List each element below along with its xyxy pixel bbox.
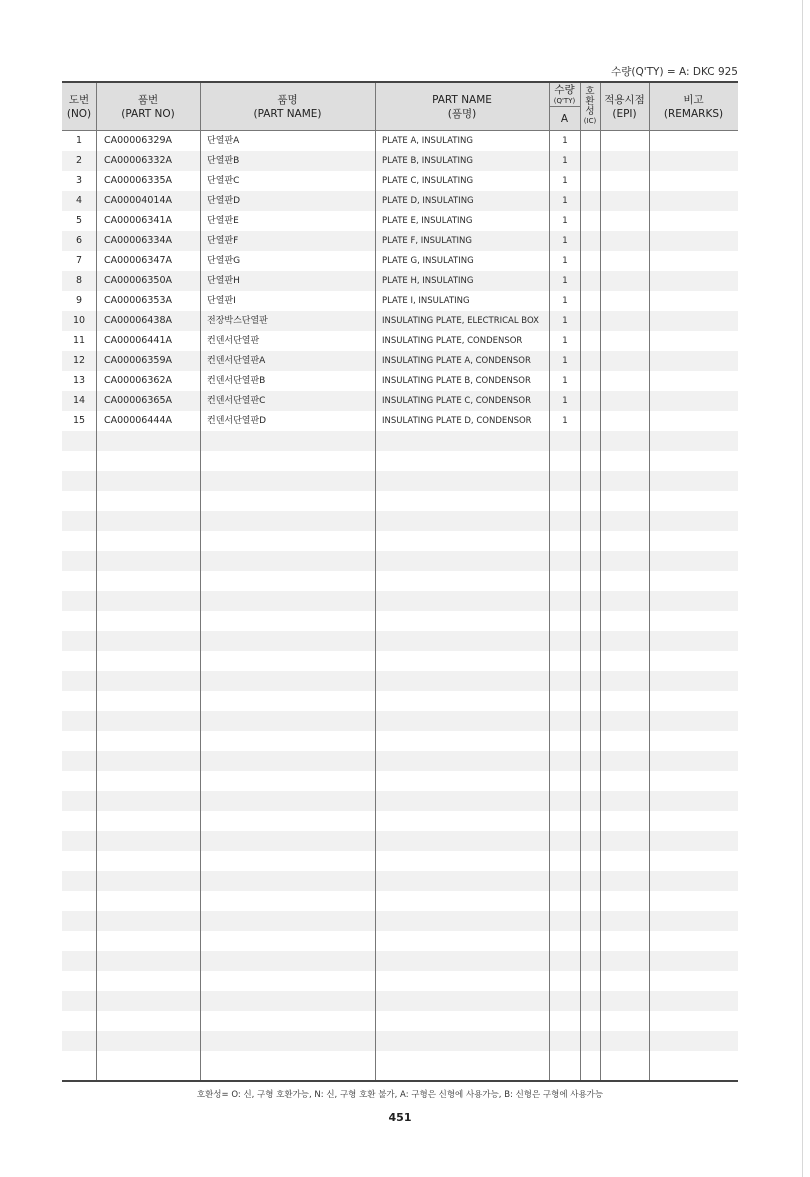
header-ic-1: 호 bbox=[585, 86, 595, 97]
table-row bbox=[62, 371, 738, 391]
row-number: 1 bbox=[75, 135, 83, 146]
part-name-en: PLATE I, INSULATING bbox=[382, 296, 470, 306]
part-name-en: PLATE E, INSULATING bbox=[382, 216, 473, 226]
part-name-en: INSULATING PLATE C, CONDENSOR bbox=[382, 396, 531, 406]
part-name-kr: 전장박스단열판 bbox=[207, 316, 268, 326]
quantity: 1 bbox=[562, 176, 568, 186]
part-name-en: INSULATING PLATE D, CONDENSOR bbox=[382, 416, 532, 426]
part-number: CA00006353A bbox=[104, 295, 172, 306]
part-name-kr: 컨덴서단열판C bbox=[207, 396, 266, 406]
part-name-kr: 단열판C bbox=[207, 176, 240, 186]
row-number: 10 bbox=[72, 315, 86, 326]
part-name-kr: 단열판I bbox=[207, 296, 236, 306]
part-number: CA00006444A bbox=[104, 415, 172, 426]
header-qty-a-label: A bbox=[560, 112, 569, 125]
table-bottom-rule bbox=[62, 1080, 738, 1082]
header-part-name-en-2: (품명) bbox=[447, 107, 477, 120]
part-number: CA00004014A bbox=[104, 195, 172, 206]
row-band bbox=[62, 1031, 738, 1051]
quantity: 1 bbox=[562, 196, 568, 206]
quantity: 1 bbox=[562, 336, 568, 346]
quantity: 1 bbox=[562, 156, 568, 166]
header-epi-en: (EPI) bbox=[612, 107, 637, 120]
row-band bbox=[62, 671, 738, 691]
part-number: CA00006438A bbox=[104, 315, 172, 326]
table-row bbox=[62, 251, 738, 271]
quantity: 1 bbox=[562, 356, 568, 366]
header-part-name-kr-1: 품명 bbox=[277, 93, 298, 106]
part-number: CA00006329A bbox=[104, 135, 172, 146]
row-number: 6 bbox=[75, 235, 83, 246]
table-top-rule bbox=[62, 81, 738, 83]
row-band bbox=[62, 511, 738, 531]
part-name-en: INSULATING PLATE, ELECTRICAL BOX bbox=[382, 316, 539, 326]
row-band bbox=[62, 831, 738, 851]
header-remarks bbox=[649, 83, 738, 130]
qty-legend: 수량(Q'TY) = A: DKC 925 bbox=[611, 66, 738, 78]
table-row bbox=[62, 351, 738, 371]
part-name-kr: 단열판E bbox=[207, 216, 239, 226]
row-band bbox=[62, 871, 738, 891]
table-row bbox=[62, 311, 738, 331]
part-name-en: PLATE C, INSULATING bbox=[382, 176, 474, 186]
part-name-kr: 단열판A bbox=[207, 136, 240, 146]
part-number: CA00006365A bbox=[104, 395, 172, 406]
header-ic-en: (IC) bbox=[583, 117, 597, 125]
header-remarks-en: (REMARKS) bbox=[663, 107, 724, 120]
part-name-kr: 컨덴서단열판D bbox=[207, 416, 267, 426]
table-row bbox=[62, 331, 738, 351]
header-qty-en: (Q'TY) bbox=[553, 97, 576, 105]
header-part-name-en bbox=[375, 83, 549, 130]
part-name-en: PLATE F, INSULATING bbox=[382, 236, 472, 246]
row-band bbox=[62, 631, 738, 651]
table-row bbox=[62, 411, 738, 431]
row-band bbox=[62, 431, 738, 451]
row-number: 9 bbox=[75, 295, 83, 306]
table-row bbox=[62, 291, 738, 311]
part-number: CA00006341A bbox=[104, 215, 172, 226]
quantity: 1 bbox=[562, 376, 568, 386]
header-part-name-kr bbox=[200, 83, 375, 130]
row-band bbox=[62, 911, 738, 931]
quantity: 1 bbox=[562, 136, 568, 146]
row-number: 14 bbox=[72, 395, 86, 406]
part-name-en: PLATE H, INSULATING bbox=[382, 276, 474, 286]
table-row bbox=[62, 131, 738, 151]
part-number: CA00006347A bbox=[104, 255, 172, 266]
compatibility-footnote: 호환성= O: 신, 구형 호환가능, N: 신, 구형 호환 불가, A: 구형은 신형에 사용가능, B: 신형은 구형에 사용가능 bbox=[196, 1090, 604, 1100]
header-ic-3: 성 bbox=[585, 106, 595, 117]
row-band bbox=[62, 991, 738, 1011]
header-remarks-kr: 비고 bbox=[683, 93, 704, 106]
part-number: CA00006359A bbox=[104, 355, 172, 366]
part-name-kr: 컨덴서단열판 bbox=[207, 336, 260, 346]
row-number: 11 bbox=[72, 335, 86, 346]
header-qty bbox=[549, 83, 580, 106]
part-name-en: PLATE A, INSULATING bbox=[382, 136, 473, 146]
quantity: 1 bbox=[562, 316, 568, 326]
row-band bbox=[62, 471, 738, 491]
page-edge bbox=[802, 0, 803, 1177]
part-number: CA00006335A bbox=[104, 175, 172, 186]
header-part-no bbox=[96, 83, 200, 130]
part-name-en: INSULATING PLATE A, CONDENSOR bbox=[382, 356, 531, 366]
part-name-en: PLATE G, INSULATING bbox=[382, 256, 474, 266]
row-number: 3 bbox=[75, 175, 83, 186]
row-number: 13 bbox=[72, 375, 86, 386]
header-ic-2: 환 bbox=[585, 96, 595, 107]
table-row bbox=[62, 151, 738, 171]
row-number: 5 bbox=[75, 215, 83, 226]
row-band bbox=[62, 711, 738, 731]
header-part-no-en: (PART NO) bbox=[121, 107, 175, 120]
quantity: 1 bbox=[562, 236, 568, 246]
quantity: 1 bbox=[562, 296, 568, 306]
quantity: 1 bbox=[562, 416, 568, 426]
table-row bbox=[62, 391, 738, 411]
row-number: 4 bbox=[75, 195, 83, 206]
part-name-kr: 단열판G bbox=[207, 256, 241, 266]
header-qty-a bbox=[549, 107, 580, 130]
part-name-kr: 단열판F bbox=[207, 236, 239, 246]
page-number: 451 bbox=[388, 1111, 412, 1124]
header-part-name-en-1: PART NAME bbox=[432, 93, 492, 106]
header-ic bbox=[580, 83, 600, 130]
quantity: 1 bbox=[562, 216, 568, 226]
part-name-en: PLATE D, INSULATING bbox=[382, 196, 474, 206]
qty-divider bbox=[549, 106, 580, 107]
table-row bbox=[62, 271, 738, 291]
part-name-en: INSULATING PLATE B, CONDENSOR bbox=[382, 376, 531, 386]
part-number: CA00006441A bbox=[104, 335, 172, 346]
header-part-no-kr: 품번 bbox=[137, 93, 159, 106]
header-epi-kr: 적용시점 bbox=[604, 93, 645, 106]
part-name-en: PLATE B, INSULATING bbox=[382, 156, 473, 166]
row-number: 15 bbox=[72, 415, 86, 426]
row-number: 7 bbox=[75, 255, 83, 266]
part-name-kr: 단열판D bbox=[207, 196, 241, 206]
parts-table bbox=[62, 81, 738, 1082]
row-number: 8 bbox=[75, 275, 83, 286]
table-row bbox=[62, 191, 738, 211]
table-row bbox=[62, 211, 738, 231]
part-number: CA00006350A bbox=[104, 275, 172, 286]
part-number: CA00006332A bbox=[104, 155, 172, 166]
quantity: 1 bbox=[562, 256, 568, 266]
header-epi bbox=[600, 83, 649, 130]
row-number: 2 bbox=[75, 155, 83, 166]
quantity: 1 bbox=[562, 276, 568, 286]
row-band bbox=[62, 751, 738, 771]
part-name-kr: 단열판B bbox=[207, 156, 240, 166]
quantity: 1 bbox=[562, 396, 568, 406]
part-name-kr: 컨덴서단열판B bbox=[207, 376, 266, 386]
part-number: CA00006362A bbox=[104, 375, 172, 386]
part-number: CA00006334A bbox=[104, 235, 172, 246]
row-band bbox=[62, 551, 738, 571]
part-name-en: INSULATING PLATE, CONDENSOR bbox=[382, 336, 523, 346]
part-name-kr: 단열판H bbox=[207, 276, 240, 286]
row-band bbox=[62, 951, 738, 971]
header-part-name-kr-2: (PART NAME) bbox=[253, 107, 322, 120]
row-band bbox=[62, 591, 738, 611]
header-no bbox=[62, 83, 96, 130]
part-name-kr: 컨덴서단열판A bbox=[207, 356, 266, 366]
header-no-kr: 도번 bbox=[68, 93, 90, 106]
header-no-en: (NO) bbox=[66, 107, 92, 120]
header-qty-kr: 수량 bbox=[554, 84, 575, 96]
table-row bbox=[62, 171, 738, 191]
row-number: 12 bbox=[72, 355, 86, 366]
table-row bbox=[62, 231, 738, 251]
row-band bbox=[62, 791, 738, 811]
